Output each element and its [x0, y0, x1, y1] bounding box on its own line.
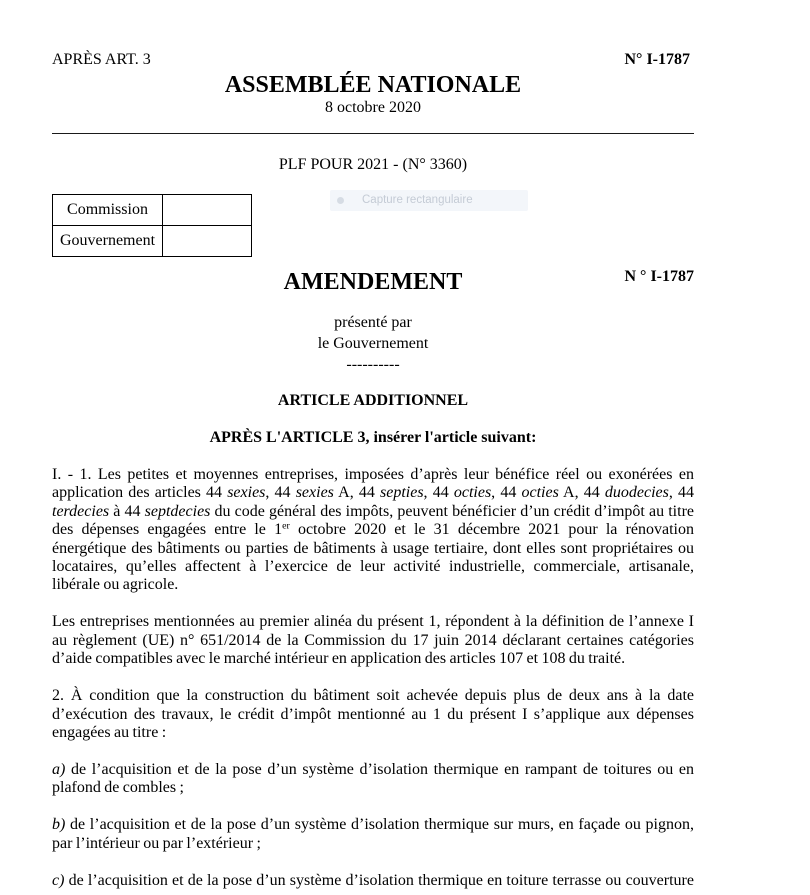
text-line [52, 724, 694, 742]
institution-title: ASSEMBLÉE NATIONALE [224, 72, 522, 98]
italic-term: terdecies [52, 502, 110, 520]
text-run: énergétique des bâtiments ou parties de bâtiments à usage tertiaire, dont elles sont propriétaires ou [52, 539, 694, 557]
text-run: , 44 [491, 484, 522, 502]
text-line [52, 503, 694, 521]
text-run: au règlement (UE) n° 651/2014 de la Commission du 17 juin 2014 déclarant certaines catégories [52, 631, 694, 649]
text-line [52, 706, 694, 724]
text-run: 2. À condition que la construction du bâtiment soit achevée depuis plus de deux ans à la date [52, 687, 694, 705]
text-run: Les entreprises mentionnées au premier alinéa du présent 1, répondent à la définition de l’annexe I [52, 613, 694, 631]
text-run: des dépenses engagées entre le 1 [52, 521, 283, 539]
text-run: de l’acquisition et de la pose d’un système d’isolation thermique sur murs, en façade ou pignon, [65, 816, 694, 834]
text-run: application des articles 44 [52, 484, 228, 502]
text-run: libérale ou agricole. [52, 576, 179, 594]
italic-term: octies [521, 484, 559, 502]
opinion-table [52, 194, 252, 257]
text-run: engagées au titre : [52, 724, 167, 742]
italic-term: octies [453, 484, 492, 502]
text-run: d’aide compatibles avec le marché intérieur en application des articles 107 et 108 du traité. [52, 650, 626, 668]
opinion-label: Commission [53, 195, 163, 225]
separator-dashes: ---------- [346, 356, 400, 373]
text-line [52, 687, 694, 705]
text-line [52, 779, 694, 797]
article-position: APRÈS ART. 3 [52, 51, 151, 68]
opinion-value-cell [163, 226, 251, 256]
text-run: A, 44 [558, 484, 605, 502]
insertion-instruction: APRÈS L'ARTICLE 3, insérer l'article suivant: [209, 429, 537, 446]
document-number: N° I-1787 [624, 51, 690, 68]
opinion-label: Gouvernement [53, 226, 163, 256]
opinion-row-commission [53, 195, 251, 225]
amendment-body [52, 466, 694, 890]
text-run: , 44 [265, 484, 296, 502]
author-name: le Gouvernement [317, 335, 429, 352]
text-line [52, 613, 694, 631]
presented-by-label: présenté par [334, 314, 412, 331]
session-date: 8 octobre 2020 [325, 99, 421, 116]
text-run: de l’acquisition et de la pose d’un système d’isolation thermique en toiture terrasse ou couverture [64, 871, 694, 889]
text-line [52, 632, 694, 650]
rectangular-capture-button[interactable] [330, 190, 528, 211]
paragraph-1 [52, 466, 694, 595]
paragraph-a [52, 761, 694, 798]
italic-term: duodecies [604, 484, 669, 502]
text-line [52, 761, 694, 779]
header-divider [52, 133, 694, 134]
amendment-number: N ° I-1787 [624, 268, 694, 285]
text-run: I. - 1. Les petites et moyennes entreprises, imposées d’après leur bénéfice réel ou exonérées en [52, 466, 694, 483]
italic-term: septdecies [144, 502, 211, 520]
italic-term: sexies [227, 484, 266, 502]
text-line [52, 521, 694, 539]
italic-term: b) [52, 816, 66, 834]
text-line [52, 576, 694, 594]
paragraph-3 [52, 687, 694, 742]
text-line [52, 466, 694, 484]
text-run: d’exécution des travaux, le crédit d’impôt mentionné au 1 du présent I s’applique aux dépenses [52, 705, 694, 723]
text-run: à 44 [109, 502, 145, 520]
text-line [52, 484, 694, 502]
text-run: , 44 [668, 484, 695, 502]
paragraph-b [52, 816, 694, 853]
opinion-value-cell [163, 195, 251, 225]
opinion-row-government [53, 225, 251, 256]
article-type: ARTICLE ADDITIONNEL [277, 392, 469, 409]
text-run: locataires, qu’elles affectent à l’exercice de leur activité industrielle, commerciale, artisanale, [52, 558, 694, 576]
italic-term: a) [52, 761, 66, 779]
italic-term: c) [52, 871, 65, 889]
italic-term: sexies [295, 484, 334, 502]
paragraph-c [52, 872, 694, 890]
text-run: octobre 2020 et le 31 décembre 2021 pour la rénovation [289, 521, 694, 539]
text-run: de l’acquisition et de la pose d’un système d’isolation thermique en rampant de toitures ou en [65, 761, 694, 779]
amendment-title: AMENDEMENT [283, 269, 463, 295]
radio-dot-icon [337, 197, 344, 204]
superscript: er [282, 520, 290, 532]
capture-mode-label: Capture rectangulaire [362, 194, 473, 206]
text-line [52, 558, 694, 576]
text-line [52, 835, 694, 853]
paragraph-2 [52, 613, 694, 668]
bill-title: PLF POUR 2021 - (N° 3360) [278, 156, 468, 173]
italic-term: septies [380, 484, 424, 502]
text-run: , 44 [423, 484, 454, 502]
text-run: A, 44 [333, 484, 380, 502]
text-line [52, 540, 694, 558]
text-line [52, 872, 694, 890]
text-run: plafond de combles ; [52, 779, 184, 797]
text-line [52, 650, 694, 668]
text-run: par l’intérieur ou par l’extérieur ; [52, 834, 261, 852]
text-run: du code général des impôts, peuvent bénéficier d’un crédit d’impôt au titre [210, 502, 694, 520]
text-line [52, 816, 694, 834]
